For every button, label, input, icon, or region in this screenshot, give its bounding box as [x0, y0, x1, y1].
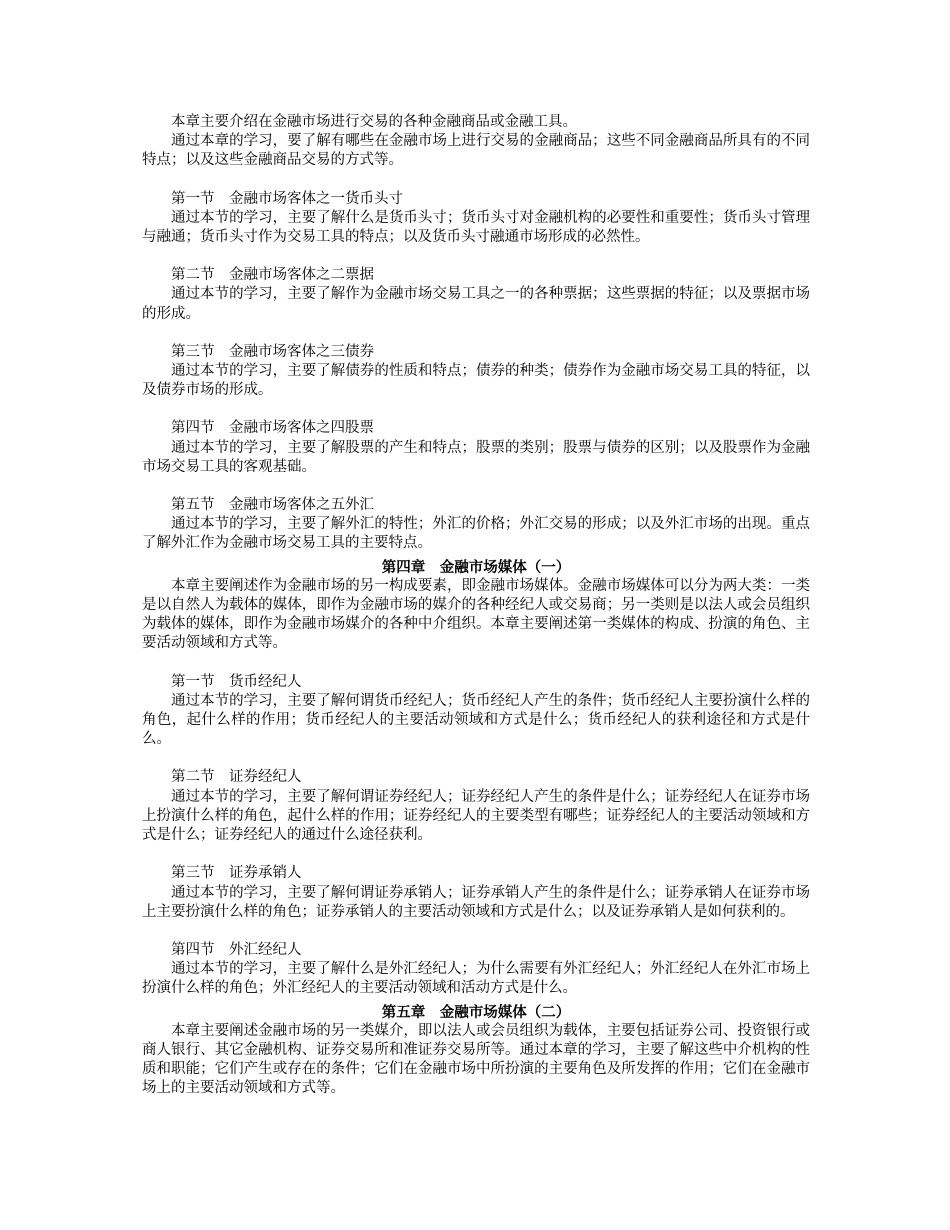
section-text: 通过本节的学习，主要了解何谓证券经纪人；证券经纪人产生的条件是什么；证券经纪人在证券市场上扮演什么样的角色，起什么样的作用；证券经纪人的主要类型有哪些；证券经纪人的主要活动领域和方式是什么；证券经纪人的通过什么途径获利。	[142, 788, 810, 844]
spacer	[142, 247, 810, 266]
section-block	[142, 673, 810, 750]
section-text: 通过本节的学习，主要了解何谓货币经纪人；货币经纪人产生的条件；货币经纪人主要扮演什么样的角色，起什么样的作用；货币经纪人的主要活动领域和方式是什么；货币经纪人的获利途径和方式是什么。	[142, 692, 810, 748]
section-text: 通过本节的学习，主要了解作为金融市场交易工具之一的各种票据；这些票据的特征；以及票据市场的形成。	[142, 286, 810, 322]
section-heading	[142, 343, 810, 362]
intro-paragraph-1: 本章主要介绍在金融市场进行交易的各种金融商品或金融工具。	[171, 114, 577, 130]
section-label: 第三节	[171, 865, 215, 882]
section-label: 第四节	[171, 941, 215, 958]
section-heading	[142, 266, 810, 285]
section-text: 通过本节的学习，主要了解债券的性质和特点；债券的种类；债券作为金融市场交易工具的特征，以及债券市场的形成。	[142, 363, 810, 399]
chapter-label: 第五章	[381, 1003, 426, 1021]
spacer	[142, 654, 810, 673]
spacer	[142, 477, 810, 496]
spacer	[142, 749, 810, 768]
chapter-heading	[142, 558, 810, 577]
section-block	[142, 419, 810, 477]
section-block	[142, 768, 810, 845]
section-text: 通过本节的学习，主要了解什么是外汇经纪人；为什么需要有外汇经纪人；外汇经纪人在外汇市场上扮演什么样的角色；外汇经纪人的主要活动领域和活动方式是什么。	[142, 961, 810, 997]
section-title: 金融市场客体之五外汇	[229, 497, 374, 514]
section-label: 第四节	[171, 420, 215, 437]
section-title: 金融市场客体之四股票	[229, 420, 374, 437]
section-text: 通过本节的学习，主要了解什么是货币头寸；货币头寸对金融机构的必要性和重要性；货币头寸管理与融通；货币头寸作为交易工具的特点；以及货币头寸融通市场形成的必然性。	[142, 209, 810, 246]
spacer	[142, 922, 810, 941]
section-block	[142, 190, 810, 248]
intro-paragraph-2: 通过本章的学习，要了解有哪些在金融市场上进行交易的金融商品；这些不同金融商品所具有的不同特点；以及这些金融商品交易的方式等。	[142, 133, 810, 169]
section-title: 金融市场客体之二票据	[229, 267, 374, 284]
section-heading	[142, 941, 810, 960]
section-heading	[142, 768, 810, 787]
section-heading	[142, 190, 810, 209]
spacer	[142, 324, 810, 343]
chapter-label: 第四章	[381, 558, 426, 576]
section-label: 第五节	[171, 497, 215, 514]
section-label: 第二节	[171, 769, 215, 786]
section-text: 通过本节的学习，主要了解何谓证券承销人；证券承销人产生的条件是什么；证券承销人在证券市场上主要扮演什么样的角色；证券承销人的主要活动领域和方式是什么；以及证券承销人是如何获利的。	[142, 884, 810, 920]
spacer	[142, 845, 810, 864]
spacer	[142, 400, 810, 419]
chapter-title: 金融市场媒体（二）	[439, 1003, 571, 1021]
section-block	[142, 343, 810, 401]
section-heading	[142, 496, 810, 515]
section-heading	[142, 673, 810, 692]
section-heading	[142, 864, 810, 883]
section-heading	[142, 419, 810, 438]
section-block	[142, 266, 810, 324]
section-title: 外汇经纪人	[229, 941, 302, 958]
section-label: 第一节	[171, 190, 215, 207]
section-title: 金融市场客体之三债券	[229, 343, 374, 360]
section-label: 第二节	[171, 267, 215, 284]
chapter-intro: 本章主要阐述金融市场的另一类媒介，即以法人或会员组织为载体，主要包括证券公司、投资银行或商人银行、其它金融机构、证券交易所和准证券交易所等。通过本章的学习，主要了解这些中介机构的性质和职能；它们产生或存在的条件；它们在金融市场中所扮演的主要角色及所发挥的作用；它们在金融市场上的主要活动领域和方式等。	[142, 1022, 810, 1097]
chapter-intro: 本章主要阐述作为金融市场的另一构成要素，即金融市场媒体。金融市场媒体可以分为两大类：一类是以自然人为载体的媒体，即作为金融市场的媒介的各种经纪人或交易商；另一类则是以法人或会员组织为载体的媒体，即作为金融市场媒介的各种中介组织。本章主要阐述第一类媒体的构成、扮演的角色、主要活动领域和方式等。	[142, 577, 810, 652]
spacer	[142, 171, 810, 190]
section-title: 货币经纪人	[229, 673, 302, 690]
section-text: 通过本节的学习，主要了解股票的产生和特点；股票的类别；股票与债券的区别；以及股票作为金融市场交易工具的客观基础。	[142, 439, 810, 475]
chapter-heading	[142, 1003, 810, 1022]
section-text: 通过本节的学习，主要了解外汇的特性；外汇的价格；外汇交易的形成；以及外汇市场的出现。重点了解外汇作为金融市场交易工具的主要特点。	[142, 516, 810, 552]
section-label: 第三节	[171, 343, 215, 360]
section-title: 证券承销人	[229, 865, 302, 882]
section-block	[142, 496, 810, 554]
section-label: 第一节	[171, 673, 215, 690]
section-title: 金融市场客体之一货币头寸	[229, 190, 403, 207]
chapter-title: 金融市场媒体（一）	[439, 558, 571, 576]
section-block	[142, 864, 810, 922]
document-page	[142, 113, 810, 1099]
section-block	[142, 941, 810, 999]
section-title: 证券经纪人	[229, 769, 302, 786]
